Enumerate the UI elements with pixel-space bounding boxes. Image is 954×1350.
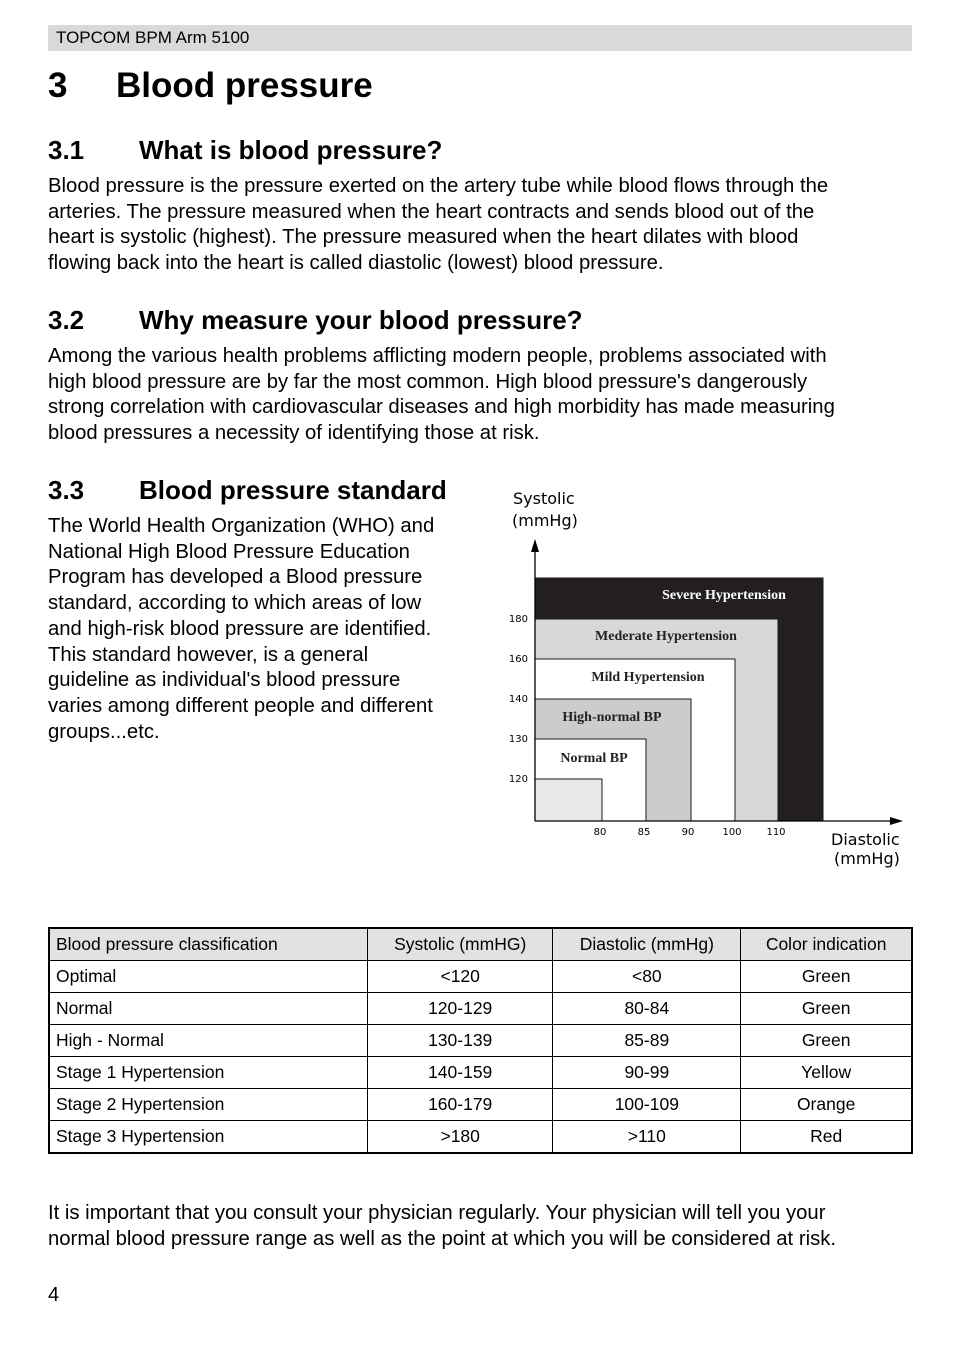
text-line: Among the various health problems afflicting modern people, problems associated with xyxy=(48,345,827,367)
column-header: Diastolic (mmHg) xyxy=(553,928,741,961)
text-line: high blood pressure are by far the most common. High blood pressure's dangerously xyxy=(48,370,808,393)
y-axis-label-line1: Systolic xyxy=(513,489,575,508)
text-line: It is important that you consult your physician regularly. Your physician will tell you your xyxy=(48,1202,826,1224)
table-cell: <120 xyxy=(368,961,553,993)
x-tick-label: 85 xyxy=(637,827,651,838)
section-title: What is blood pressure? xyxy=(139,135,443,165)
x-axis-arrow xyxy=(890,817,903,825)
chapter-title-text: Blood pressure xyxy=(116,66,373,105)
section-title: Why measure your blood pressure? xyxy=(139,305,583,335)
table-row xyxy=(49,1121,912,1154)
y-tick-label: 130 xyxy=(508,734,528,745)
column-header: Systolic (mmHG) xyxy=(368,928,553,961)
x-axis-label-line2: (mmHg) xyxy=(834,849,900,868)
table-cell: Orange xyxy=(741,1089,912,1121)
y-axis-label-line2: (mmHg) xyxy=(512,511,578,530)
table-header-row xyxy=(49,928,912,961)
classification-table xyxy=(48,927,913,1154)
table-cell: Normal xyxy=(49,993,368,1025)
x-tick-label: 80 xyxy=(593,827,607,838)
table-cell: High - Normal xyxy=(49,1025,368,1057)
zone-label: Severe Hypertension xyxy=(662,588,786,603)
text-line: normal blood pressure range as well as the point at which you will be considered at risk. xyxy=(48,1227,836,1250)
page-number: 4 xyxy=(48,1284,60,1306)
table-cell: Stage 2 Hypertension xyxy=(49,1089,368,1121)
text-line: flowing back into the heart is called diastolic (lowest) blood pressure. xyxy=(48,252,664,275)
column-header: Blood pressure classification xyxy=(49,928,368,961)
x-axis-label-line1: Diastolic xyxy=(831,830,900,849)
section-number: 3.3 xyxy=(48,475,85,505)
section-number: 3.2 xyxy=(48,305,85,335)
running-header xyxy=(48,25,912,51)
x-tick-label: 90 xyxy=(681,827,695,838)
table-cell: 90-99 xyxy=(553,1057,741,1089)
table-cell: 85-89 xyxy=(553,1025,741,1057)
y-axis-arrow xyxy=(531,539,539,552)
text-line: and high-risk blood pressure are identified. xyxy=(48,617,432,640)
closing-paragraph xyxy=(48,1201,918,1252)
table-cell: <80 xyxy=(553,961,741,993)
table-row xyxy=(49,1089,912,1121)
section-3-3-body xyxy=(48,514,488,745)
table-cell: Green xyxy=(741,993,912,1025)
zone-label: Mederate Hypertension xyxy=(595,629,737,644)
zone-label: Mild Hypertension xyxy=(591,670,705,685)
table-cell: Optimal xyxy=(49,961,368,993)
section-title: Blood pressure standard xyxy=(139,475,447,505)
chart-zones xyxy=(535,578,823,821)
zone-label: Normal BP xyxy=(560,751,628,766)
text-line: blood pressures a necessity of identifying those at risk. xyxy=(48,422,540,445)
header-title: TOPCOM BPM Arm 5100 xyxy=(56,28,250,47)
text-line: arteries. The pressure measured when the heart contracts and sends blood out of the xyxy=(48,200,815,223)
table-cell: 80-84 xyxy=(553,993,741,1025)
table-cell: >180 xyxy=(368,1121,553,1154)
table-row xyxy=(49,1025,912,1057)
section-3-2-body xyxy=(48,344,918,447)
table-cell: Stage 1 Hypertension xyxy=(49,1057,368,1089)
y-tick-label: 140 xyxy=(508,694,528,705)
text-line: Program has developed a Blood pressure xyxy=(48,566,423,589)
text-line: guideline as individual's blood pressure xyxy=(48,669,401,692)
text-line: This standard however, is a general xyxy=(48,643,369,666)
text-line: strong correlation with cardiovascular diseases and high morbidity has made measuring xyxy=(48,396,835,419)
table-row xyxy=(49,961,912,993)
x-tick-label: 110 xyxy=(766,827,786,838)
chapter-title xyxy=(48,66,373,106)
y-tick-label: 160 xyxy=(508,654,528,665)
text-line: National High Blood Pressure Education xyxy=(48,540,410,563)
section-heading-3-1 xyxy=(48,135,442,166)
section-heading-3-2 xyxy=(48,305,583,336)
table-cell: 100-109 xyxy=(553,1089,741,1121)
table-row xyxy=(49,1057,912,1089)
table-cell: Green xyxy=(741,961,912,993)
table-cell: Yellow xyxy=(741,1057,912,1089)
table-cell: >110 xyxy=(553,1121,741,1154)
text-line: heart is systolic (highest). The pressure measured when the heart dilates with blood xyxy=(48,226,799,249)
y-tick-label: 180 xyxy=(508,614,528,625)
chapter-number: 3 xyxy=(48,66,68,105)
table-cell: Red xyxy=(741,1121,912,1154)
zone-label: High-normal BP xyxy=(562,710,662,725)
blood-pressure-chart xyxy=(490,478,930,878)
zone-rect xyxy=(535,779,602,821)
table-cell: 120-129 xyxy=(368,993,553,1025)
column-header: Color indication xyxy=(741,928,912,961)
text-line: varies among different people and different xyxy=(48,694,433,717)
section-3-1-body xyxy=(48,174,918,277)
text-line: The World Health Organization (WHO) and xyxy=(48,515,435,537)
text-line: standard, according to which areas of low xyxy=(48,592,422,615)
x-tick-label: 100 xyxy=(722,827,742,838)
section-number: 3.1 xyxy=(48,135,85,165)
table-cell: 160-179 xyxy=(368,1089,553,1121)
table-cell: 130-139 xyxy=(368,1025,553,1057)
y-tick-label: 120 xyxy=(508,774,528,785)
table-cell: 140-159 xyxy=(368,1057,553,1089)
text-line: groups...etc. xyxy=(48,720,160,743)
table-cell: Stage 3 Hypertension xyxy=(49,1121,368,1154)
table-cell: Green xyxy=(741,1025,912,1057)
table-row xyxy=(49,993,912,1025)
text-line: Blood pressure is the pressure exerted on the artery tube while blood flows through the xyxy=(48,175,829,197)
section-heading-3-3 xyxy=(48,475,447,506)
